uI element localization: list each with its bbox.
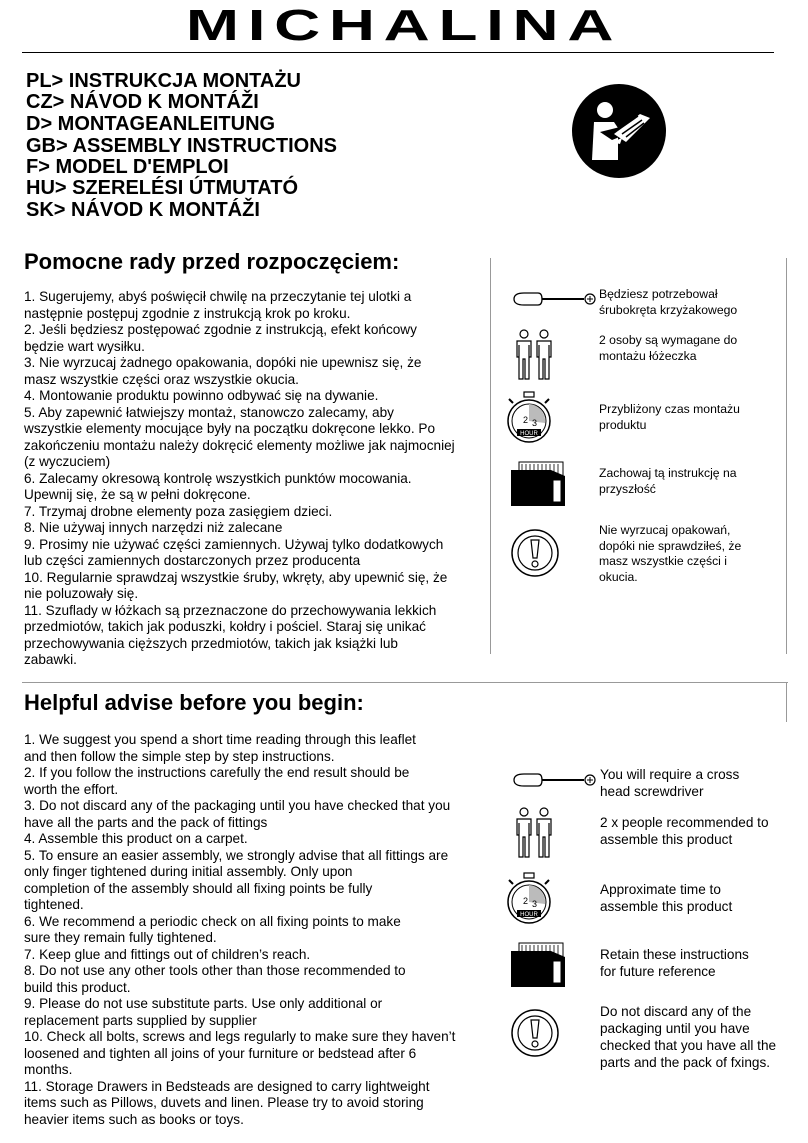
side-line: Przybliżony czas montażu <box>599 402 740 416</box>
pl-side-time <box>599 402 740 433</box>
en-heading: Helpful advise before you begin: <box>24 690 364 715</box>
brand-title: MICHALINA <box>185 1 623 50</box>
section-divider <box>22 682 788 683</box>
pl-tip-line: przechowywania cięższych przedmiotów, takich jak książki lub <box>24 635 398 651</box>
pl-tip-line: 2. Jeśli będziesz postępować zgodnie z instrukcją, efekt końcowy <box>24 322 417 337</box>
pl-side-packaging <box>599 523 741 585</box>
pl-tip-line: następnie postępuj zgodnie z instrukcją krok po kroku. <box>24 305 351 321</box>
title-fr: F> MODEL D'EMPLOI <box>26 156 229 178</box>
screwdriver-icon <box>512 771 598 789</box>
en-tip-line: 6. We recommend a periodic check on all fixing points to make <box>24 913 401 929</box>
title-gb: GB> ASSEMBLY INSTRUCTIONS <box>26 135 337 157</box>
en-tips <box>24 732 455 1128</box>
timer-fraction-bottom: 3 <box>532 418 538 428</box>
pl-divider <box>490 258 491 654</box>
pl-tip-line: 6. Zalecamy okresową kontrolę wszystkich punktów mocowania. <box>24 470 412 486</box>
title-sk: SK> NÁVOD K MONTÁŽI <box>26 199 260 221</box>
en-tip-line: replacement parts supplied by supplier <box>24 1012 257 1028</box>
side-line: for future reference <box>600 964 716 979</box>
side-line: packaging until you have <box>600 1021 750 1036</box>
en-tip-line: completion of the assembly should all fixing points be fully <box>24 880 373 896</box>
side-line: 2 osoby są wymagane do <box>599 333 738 347</box>
pl-tip-line: lub części zamiennych dostarczonych przez producenta <box>24 553 361 568</box>
title-hu: HU> SZERELÉSI ÚTMUTATÓ <box>26 177 299 199</box>
warning-icon <box>510 1008 560 1058</box>
folder-icon <box>509 941 567 989</box>
pl-tip-line: zabawki. <box>24 652 77 667</box>
side-line: Do not discard any of the <box>600 1004 752 1019</box>
en-side-time <box>600 881 732 915</box>
pl-tip-line: przedmiotów, takich jak poduszki, kołdry i pościel. Staraj się unikać <box>24 619 426 634</box>
pl-side-people <box>599 333 737 364</box>
pl-tip-line: Upewnij się, że są w pełni dokręcone. <box>24 487 251 502</box>
pl-tip-line: 7. Trzymaj drobne elementy poza zasięgiem dzieci. <box>24 503 333 519</box>
pl-heading: Pomocne rady przed rozpoczęciem: <box>24 249 400 274</box>
en-tip-line: 4. Assemble this product on a carpet. <box>24 831 248 846</box>
side-line: dopóki nie sprawdziłeś, że <box>599 538 742 553</box>
side-line: Będziesz potrzebował <box>599 287 718 301</box>
warning-icon <box>510 528 560 578</box>
pl-tip-line: będzie wart wysiłku. <box>24 338 145 354</box>
title-pl: PL> INSTRUKCJA MONTAŻU <box>26 70 301 92</box>
en-side-packaging <box>600 1003 776 1071</box>
pl-tip-line: 5. Aby zapewnić łatwiejszy montaż, stanowczo zalecamy, aby <box>24 404 394 420</box>
section-divider-edge <box>786 682 787 722</box>
en-tip-line: 3. Do not discard any of the packaging until you have checked that you <box>24 798 451 813</box>
pl-tip-line: wszystkie elementy mocujące były na początku dokręcone lekko. Po <box>24 421 436 436</box>
side-line: assemble this product <box>600 899 733 914</box>
side-line: śrubokręta krzyżakowego <box>599 302 738 317</box>
en-tip-line: 10. Check all bolts, screws and legs regularly to make sure they haven’t <box>24 1029 456 1044</box>
folder-icon <box>509 460 567 508</box>
side-line: przyszłość <box>599 481 656 496</box>
en-tip-line: tightened. <box>24 897 84 912</box>
en-tip-line: heavier items such as books or toys. <box>24 1111 244 1127</box>
en-side-people <box>600 814 769 848</box>
side-line: Nie wyrzucaj opakowań, <box>599 523 731 537</box>
title-de: D> MONTAGEANLEITUNG <box>26 113 276 135</box>
en-tip-line: sure they remain fully tightened. <box>24 930 217 945</box>
two-people-icon <box>514 806 556 858</box>
timer-fraction-top: 2 <box>523 896 529 906</box>
pl-side-screwdriver <box>599 287 737 318</box>
pl-tips <box>24 289 455 669</box>
timer-label: HOUR <box>520 431 538 437</box>
pl-tip-line: (z wyczuciem) <box>24 454 111 469</box>
en-tip-line: 11. Storage Drawers in Bedsteads are designed to carry lightweight <box>24 1078 430 1094</box>
side-line: 2 x people recommended to <box>600 815 769 830</box>
en-side-folder <box>600 946 749 980</box>
side-line: produktu <box>599 417 647 432</box>
two-people-icon <box>514 328 556 380</box>
instruction-titles <box>26 70 337 222</box>
timer-fraction-bottom: 3 <box>532 899 538 909</box>
en-tip-line: 7. Keep glue and fittings out of children’s reach. <box>24 946 311 962</box>
pl-tip-line: 4. Montowanie produktu powinno odbywać się na dywanie. <box>24 388 379 403</box>
en-tip-line: worth the effort. <box>24 781 119 797</box>
pl-side-folder <box>599 466 737 497</box>
screwdriver-icon <box>512 290 598 308</box>
en-tip-line: 8. Do not use any other tools other than those recommended to <box>24 963 406 978</box>
side-line: Approximate time to <box>600 882 721 897</box>
side-line: masz wszystkie części i <box>599 554 727 568</box>
pl-tip-line: 11. Szuflady w łóżkach są przeznaczone do przechowywania lekkich <box>24 602 437 618</box>
pl-divider-right <box>786 258 787 654</box>
side-line: parts and the pack of fxings. <box>600 1055 771 1070</box>
en-tip-line: 5. To ensure an easier assembly, we strongly advise that all fittings are <box>24 847 449 863</box>
side-line: assemble this product <box>600 832 733 847</box>
side-line: checked that you have all the <box>600 1038 777 1053</box>
pl-tip-line: 1. Sugerujemy, abyś poświęcił chwilę na przeczytanie tej ulotki a <box>24 289 412 304</box>
side-line: okucia. <box>599 569 638 584</box>
timer-fraction-top: 2 <box>523 415 529 425</box>
pl-tip-line: nie poluzowały się. <box>24 586 139 601</box>
en-tip-line: items such as Pillows, duvets and linen. Please try to avoid storing <box>24 1095 424 1110</box>
en-tip-line: have all the parts and the pack of fittings <box>24 814 268 830</box>
en-tip-line: months. <box>24 1062 73 1077</box>
stopwatch-icon <box>503 390 555 444</box>
pl-tip-line: 9. Prosimy nie używać części zamiennych. Używaj tylko dodatkowych <box>24 536 444 552</box>
header-rule <box>22 52 774 53</box>
pl-tip-line: 10. Regularnie sprawdzaj wszystkie śruby, wkręty, aby upewnić się, że <box>24 569 448 585</box>
en-side-screwdriver <box>600 766 739 800</box>
pl-tip-line: masz wszystkie części oraz wszystkie okucia. <box>24 371 299 387</box>
side-line: head screwdriver <box>600 784 704 799</box>
stopwatch-icon <box>503 871 555 925</box>
en-tip-line: 1. We suggest you spend a short time reading through this leaflet <box>24 732 416 747</box>
en-tip-line: 2. If you follow the instructions carefully the end result should be <box>24 765 410 780</box>
pl-tip-line: 8. Nie używaj innych narzędzi niż zalecane <box>24 520 283 535</box>
pl-tip-line: zakończeniu montażu należy dokręcić elementy możliwe jak najmocniej <box>24 437 455 453</box>
en-tip-line: 9. Please do not use substitute parts. Use only additional or <box>24 996 383 1011</box>
en-tip-line: only finger tightened during initial assembly. Only upon <box>24 864 353 879</box>
side-line: Zachowaj tą instrukcję na <box>599 466 737 480</box>
en-tip-line: loosened and tighten all joins of your furniture or bedstead after 6 <box>24 1045 417 1061</box>
side-line: Retain these instructions <box>600 947 749 962</box>
title-cz: CZ> NÁVOD K MONTÁŽI <box>26 91 259 113</box>
timer-label: HOUR <box>520 912 538 918</box>
read-instructions-icon <box>572 84 666 178</box>
en-tip-line: and then follow the simple step by step instructions. <box>24 748 335 764</box>
en-tip-line: build this product. <box>24 979 131 995</box>
side-line: You will require a cross <box>600 767 740 782</box>
pl-tip-line: 3. Nie wyrzucaj żadnego opakowania, dopóki nie upewnisz się, że <box>24 355 422 370</box>
side-line: montażu łóżeczka <box>599 348 697 363</box>
